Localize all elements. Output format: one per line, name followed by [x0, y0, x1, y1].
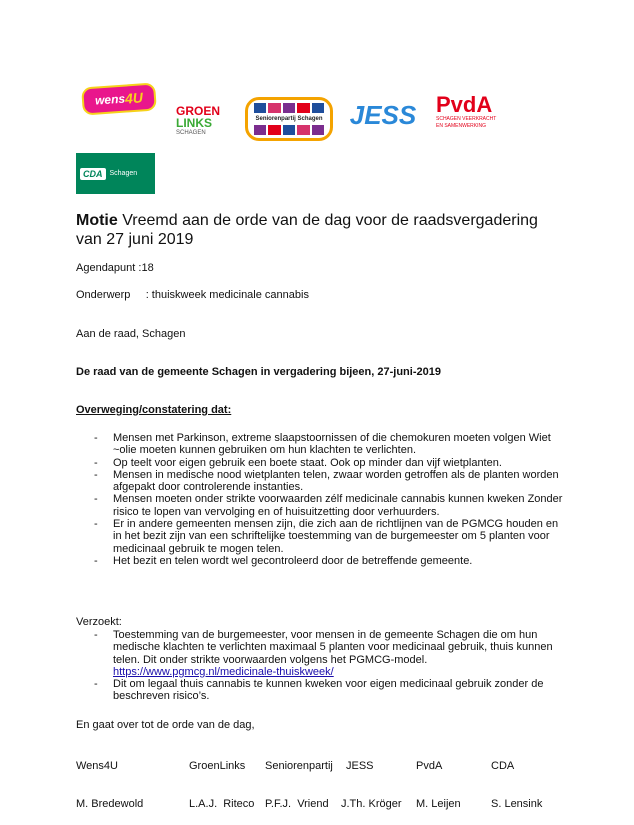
motion-title — [76, 211, 546, 249]
request-text: Toestemming van de burgemeester, voor mensen in de gemeente Schagen die om hun medische klachten te verlichten maximaal 5 planten voor medicinaal gebruik, thuis kunnen telen. Dit onder strikte voorwaarden volgens het PGMCG-model. — [113, 629, 553, 666]
agenda-item: Agendapunt :18 — [76, 262, 154, 274]
request-list — [76, 629, 566, 703]
motion-title-rest: Vreemd aan de orde van de dag voor de raadsvergadering van 27 juni 2019 — [76, 212, 538, 248]
list-item: - Het bezit en telen wordt wel gecontroleerd door de betreffende gemeente. — [76, 555, 566, 567]
party-name: CDA — [491, 760, 515, 772]
council-statement: De raad van de gemeente Schagen in vergadering bijeen, 27-juni-2019 — [76, 366, 441, 378]
signatory-name: J.Th. Kröger — [341, 798, 402, 810]
wens4u-logo-text: wens — [94, 91, 126, 108]
list-item: - Er in andere gemeenten mensen zijn, die zich aan de richtlijnen van de PGMCG houden en in het bezit zijn van een schriftelijke toestemming van de burgemeester om 5 planten voor medicinaal gebruik te mogen telen. — [76, 518, 566, 555]
signatory-name: M. Leijen — [416, 798, 461, 810]
seniorenpartij-logo-blocks-bottom — [254, 125, 324, 135]
list-item: - Mensen moeten onder strikte voorwaarden zélf medicinale cannabis kunnen kweken Zonder risico te lopen van vervolging en of huisuitzetting door verhuurders. — [76, 493, 566, 518]
considerations-heading: Overweging/constatering dat: — [76, 404, 232, 416]
list-item — [76, 629, 566, 678]
signatory-name: P.F.J. Vriend — [265, 798, 329, 810]
signatory-name: M. Bredewold — [76, 798, 144, 810]
signatory-name: L.A.J. Riteco — [189, 798, 255, 810]
seniorenpartij-logo-blocks — [254, 103, 324, 113]
groenlinks-logo-line2: LINKS — [176, 116, 212, 130]
party-name: Wens4U — [76, 760, 118, 772]
jess-logo-text: JESS — [349, 99, 417, 130]
groenlinks-logo-line1: GROEN — [176, 104, 221, 118]
list-item: - Dit om legaal thuis cannabis te kunnen kweken voor eigen medicinaal gebruik zonder de beschreven risico’s. — [76, 678, 566, 703]
party-name: GroenLinks — [189, 760, 246, 772]
party-name: Seniorenpartij — [265, 760, 333, 772]
list-item: - Op teelt voor eigen gebruik een boete staat. Ook op minder dan vijf wietplanten. — [76, 457, 566, 469]
subject-line: Onderwerp : thuiskweek medicinale cannabis — [76, 289, 309, 301]
pgmcg-link[interactable]: https://www.pgmcg.nl/medicinale-thuiskweek/ — [113, 665, 334, 678]
considerations-list — [76, 432, 566, 567]
pvda-logo — [436, 92, 502, 129]
closing-line: En gaat over tot de orde van de dag, — [76, 719, 255, 731]
groenlinks-logo — [176, 103, 236, 139]
motion-title-bold: Motie — [76, 212, 118, 229]
wens4u-logo — [81, 82, 157, 115]
jess-logo — [348, 100, 418, 130]
party-name: JESS — [346, 760, 374, 772]
signatory-name: S. Lensink — [491, 798, 543, 810]
list-item: - Mensen met Parkinson, extreme slaapstoornissen of die chemokuren moeten volgen Wiet ~olie moeten kunnen gebruiken om hun klachten te verlichten. — [76, 432, 566, 457]
request-heading: Verzoekt: — [76, 616, 122, 628]
wens4u-logo-accent: 4U — [124, 89, 144, 107]
cda-logo — [76, 153, 155, 194]
addressee: Aan de raad, Schagen — [76, 328, 186, 340]
seniorenpartij-logo — [245, 97, 333, 141]
party-name: PvdA — [416, 760, 443, 772]
list-item: - Mensen in medische nood wietplanten telen, zwaar worden getroffen als de planten worden afgepakt door controlerende instanties. — [76, 469, 566, 494]
seniorenpartij-logo-text: Seniorenpartij Schagen — [255, 116, 323, 122]
groenlinks-logo-sub: SCHAGEN — [176, 130, 206, 136]
pvda-logo-sub: SCHAGEN VEERKRACHT EN SAMENWERKING — [436, 116, 497, 129]
cda-logo-sub: Schagen — [109, 170, 138, 177]
pvda-logo-text: PvdA — [436, 92, 493, 117]
cda-logo-text: CDA — [80, 168, 106, 180]
